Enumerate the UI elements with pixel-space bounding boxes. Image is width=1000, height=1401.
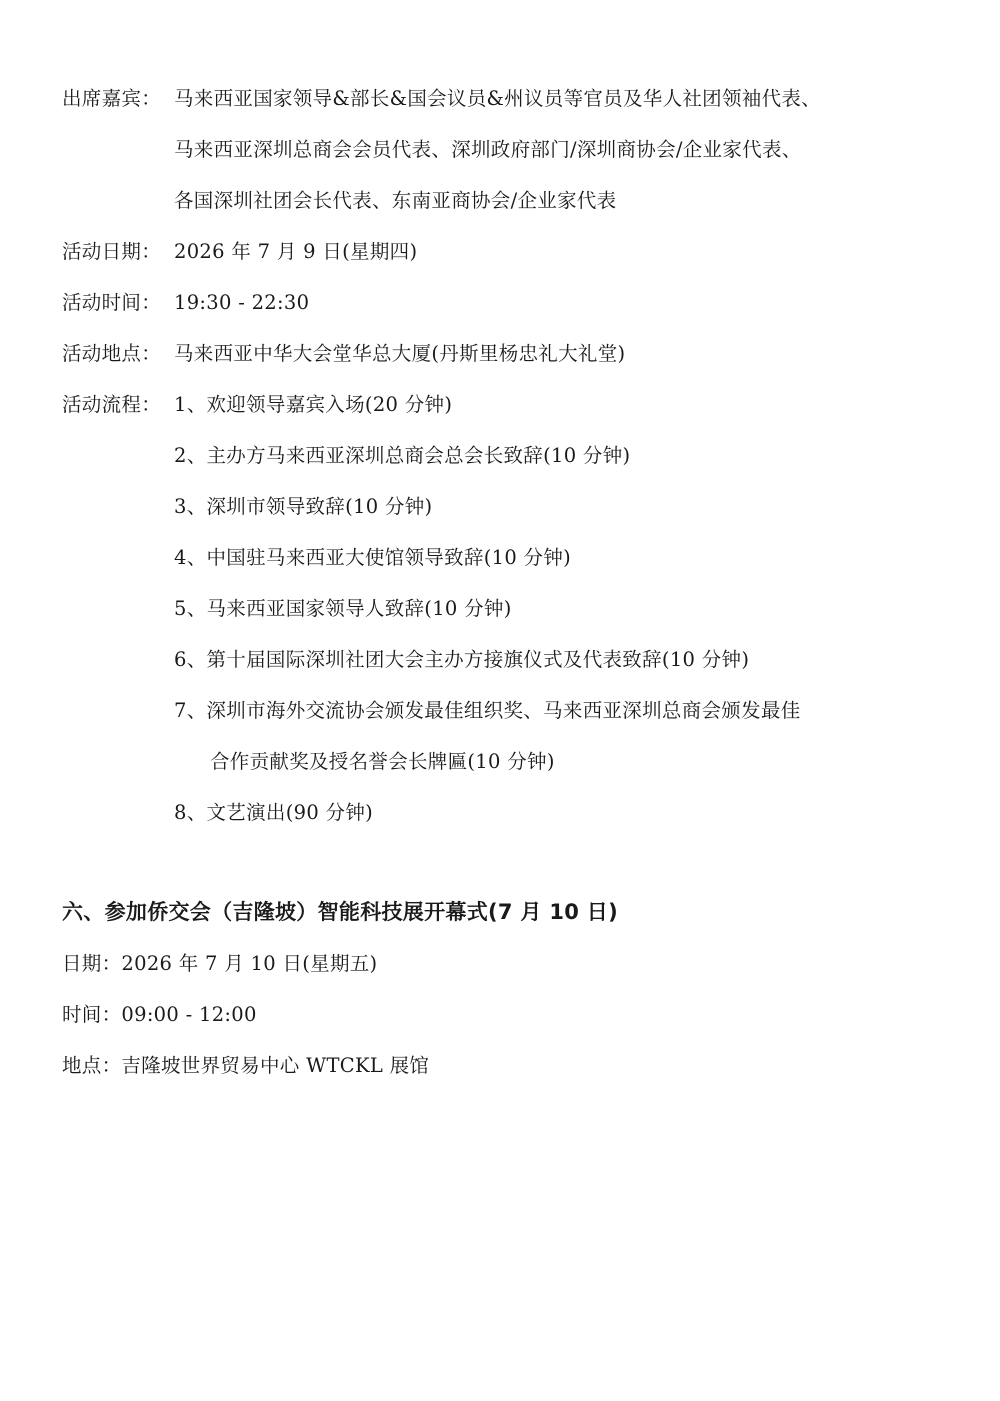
section-6-time: 时间：09:00 - 12:00 — [62, 1003, 257, 1026]
program-item-8: 8、文艺演出(90 分钟) — [174, 801, 374, 824]
event-venue-value: 马来西亚中华大会堂华总大厦(丹斯里杨忠礼大礼堂) — [174, 342, 626, 365]
program-item-7-continuation: 合作贡献奖及授名誉会长牌匾(10 分钟) — [210, 750, 555, 773]
event-date-value: 2026 年 7 月 9 日(星期四) — [174, 240, 418, 263]
guests-label: 出席嘉宾： — [62, 87, 162, 110]
program-item-5: 5、马来西亚国家领导人致辞(10 分钟) — [174, 597, 512, 620]
section-6-date: 日期：2026 年 7 月 10 日(星期五) — [62, 952, 378, 975]
section-6-venue: 地点：吉隆坡世界贸易中心 WTCKL 展馆 — [62, 1054, 430, 1077]
guests-line-2: 马来西亚深圳总商会会员代表、深圳政府部门/深圳商协会/企业家代表、 — [174, 138, 802, 161]
program-label: 活动流程： — [62, 393, 162, 416]
event-venue-label: 活动地点： — [62, 342, 162, 365]
guests-line-3: 各国深圳社团会长代表、东南亚商协会/企业家代表 — [174, 189, 617, 212]
event-date-label: 活动日期： — [62, 240, 162, 263]
program-item-2: 2、主办方马来西亚深圳总商会总会长致辞(10 分钟) — [174, 444, 631, 467]
program-item-1: 1、欢迎领导嘉宾入场(20 分钟) — [174, 393, 453, 416]
event-time-value: 19:30 - 22:30 — [174, 291, 310, 314]
program-item-4: 4、中国驻马来西亚大使馆领导致辞(10 分钟) — [174, 546, 572, 569]
guests-line-1: 马来西亚国家领导&部长&国会议员&州议员等官员及华人社团领袖代表、 — [174, 87, 821, 110]
section-6-heading: 六、参加侨交会（吉隆坡）智能科技展开幕式(7 月 10 日) — [62, 900, 618, 924]
program-item-3: 3、深圳市领导致辞(10 分钟) — [174, 495, 433, 518]
program-item-6: 6、第十届国际深圳社团大会主办方接旗仪式及代表致辞(10 分钟) — [174, 648, 750, 671]
program-item-7: 7、深圳市海外交流协会颁发最佳组织奖、马来西亚深圳总商会颁发最佳 — [174, 699, 801, 722]
event-time-label: 活动时间： — [62, 291, 162, 314]
